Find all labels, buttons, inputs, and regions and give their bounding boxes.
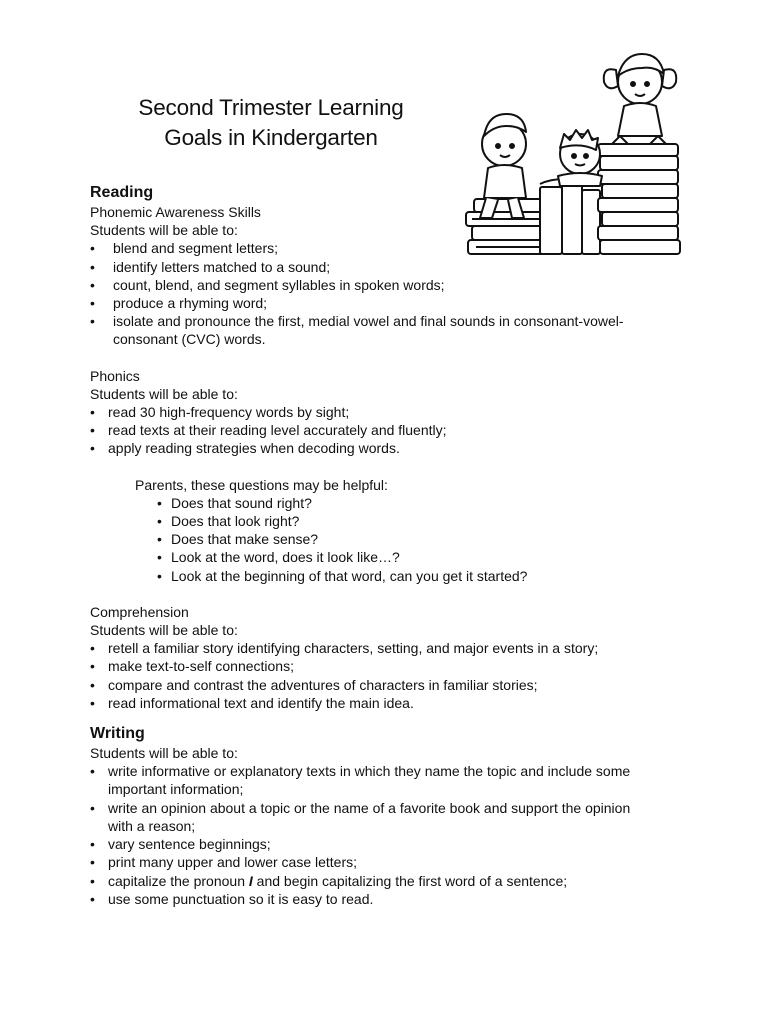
bullet-glyph: • [90,258,95,275]
document-body [90,183,690,908]
bullet-glyph: • [90,276,95,293]
bullet-glyph: • [90,422,95,439]
list-item: • write informative or explanatory texts in which they name the topic and include some important information; [90,763,631,798]
list-item: • read texts at their reading level accurately and fluently; [90,422,447,439]
list-item: • Does that look right? [157,513,300,530]
phonics-intro: Students will be able to: [90,385,238,402]
bullet-glyph: • [157,513,162,530]
list-item: • isolate and pronounce the first, medial vowel and final sounds in consonant-vowel- consonant (CVC) words. [90,313,624,348]
list-item: • vary sentence beginnings; [90,836,271,853]
title-line-2: Goals in Kindergarten [164,125,378,150]
writing-intro: Students will be able to: [90,745,238,762]
reading-heading: Reading [90,184,154,201]
list-item: • capitalize the pronoun I and begin capitalizing the first word of a sentence; [90,872,568,889]
parents-intro: Parents, these questions may be helpful: [135,476,388,493]
parents-questions [90,476,690,585]
list-item: • produce a rhyming word; [90,295,268,312]
phonemic-intro: Students will be able to: [90,222,238,239]
bullet-glyph: • [90,640,95,657]
bullet-glyph: • [90,658,95,675]
list-item: • compare and contrast the adventures of characters in familiar stories; [90,676,538,693]
list-item: • make text-to-self connections; [90,658,294,675]
bullet-glyph: • [90,890,95,907]
list-item: • blend and segment letters; [90,240,278,257]
bullet-glyph: • [90,763,95,780]
bullet-glyph: • [90,872,95,889]
comprehension-list [90,639,690,712]
bullet-glyph: • [157,567,162,584]
list-item: • use some punctuation so it is easy to read. [90,890,374,907]
writing-list [90,762,690,908]
phonics-label: Phonics [90,367,140,384]
bullet-glyph: • [90,854,95,871]
list-item: • Does that make sense? [157,531,319,548]
list-item: • Does that sound right? [157,494,312,511]
bullet-glyph: • [90,799,95,816]
comprehension-intro: Students will be able to: [90,622,238,639]
phonemic-label: Phonemic Awareness Skills [90,204,261,220]
bullet-glyph: • [157,531,162,548]
list-item: • count, blend, and segment syllables in spoken words; [90,276,445,293]
list-item: • Look at the beginning of that word, can you get it started? [157,567,528,584]
comprehension-label: Comprehension [90,603,189,620]
girl-top [604,54,677,144]
bullet-glyph: • [90,404,95,421]
bullet-glyph: • [157,494,162,511]
bullet-glyph: • [90,295,95,312]
page-title [90,93,452,153]
bullet-glyph: • [90,313,95,330]
phonics-list [90,403,690,458]
list-item: • Look at the word, does it look like…? [157,549,400,566]
bullet-glyph: • [157,549,162,566]
bullet-glyph: • [90,676,95,693]
list-item: • write an opinion about a topic or the name of a favorite book and support the opinion with a reason; [90,799,631,834]
list-item: • read informational text and identify the main idea. [90,694,414,711]
writing-heading: Writing [90,725,145,743]
bullet-glyph: • [90,440,95,457]
bullet-glyph: • [90,240,95,257]
phonemic-list [90,239,690,348]
list-item: • identify letters matched to a sound; [90,258,331,275]
list-item: • read 30 high-frequency words by sight; [90,404,350,421]
title-line-1: Second Trimester Learning [138,95,404,120]
pronoun-i: I [248,872,253,889]
bullet-glyph: • [90,836,95,853]
list-item: • apply reading strategies when decoding words. [90,440,400,457]
list-item: • print many upper and lower case letters; [90,854,358,871]
boy-middle [558,130,602,186]
questions-list [135,494,690,585]
bullet-glyph: • [90,694,95,711]
list-item: • retell a familiar story identifying characters, setting, and major events in a story; [90,640,599,657]
